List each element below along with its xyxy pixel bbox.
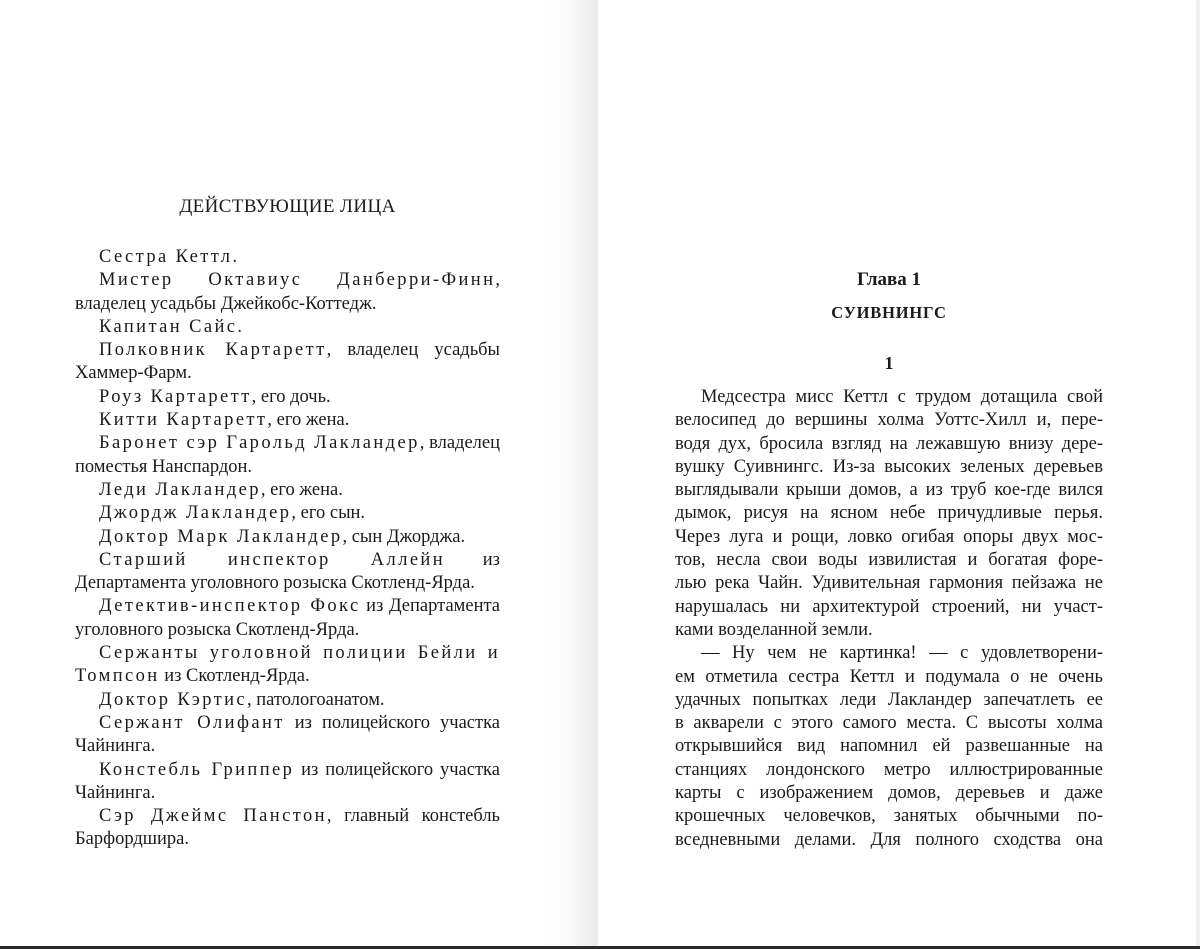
cast-name: Полковник Картаретт <box>99 340 327 361</box>
cast-entry <box>75 246 500 269</box>
cast-desc: , владелец усадьбы Хаммер-Фарм. <box>75 340 500 384</box>
left-gutter-shadow <box>540 0 598 946</box>
cast-desc: из полицейского участка Чайнинга. <box>75 712 500 757</box>
cast-desc: , его жена. <box>267 410 350 431</box>
cast-name: Сержанты уголовной полиции Бейли и Томпсон <box>75 643 500 687</box>
chapter-subtitle: СУИВНИНГС <box>831 303 947 322</box>
cast-desc: из Департамента уголовного розыска Скотленд-Ярда. <box>75 549 500 594</box>
body-line: велосипед до вершины холма Уоттс-Хилл и, пере- <box>675 410 1103 431</box>
cast-entry <box>75 432 500 479</box>
cast-name: Мистер Октавиус Данберри-Финн <box>99 270 496 291</box>
cast-desc: , его сын. <box>291 503 366 524</box>
cast-entry <box>75 712 500 759</box>
cast-list <box>75 246 500 852</box>
body-line: вушку Суивнингс. Из-за высоких зеленых деревьев <box>675 456 1103 477</box>
cast-entry <box>75 526 500 549</box>
cast-entry <box>75 689 500 712</box>
cast-entry <box>75 502 500 525</box>
cast-desc: , сын Джорджа. <box>342 526 466 547</box>
cast-heading: ДЕЙСТВУЮЩИЕ ЛИЦА <box>179 196 396 217</box>
cast-entry <box>75 595 500 642</box>
chapter-body-text <box>675 386 1103 852</box>
cast-name: Сестра Кеттл <box>99 247 233 267</box>
cast-name: Сэр Джеймс Панстон <box>99 806 327 827</box>
cast-name: Доктор Марк Лакландер <box>99 526 343 547</box>
body-line: Медсестра мисс Кеттл с трудом дотащила свой <box>701 387 1103 407</box>
cast-name: Доктор Кэртис <box>99 689 248 710</box>
cast-entry <box>75 269 500 316</box>
body-line: ками возделанной земли. <box>675 619 873 640</box>
cast-desc: , его дочь. <box>251 386 331 407</box>
cast-desc: из полицейского участка Чайнинга. <box>75 759 500 803</box>
body-line: — Ну чем не картинка! — с удовлетворени- <box>701 643 1103 664</box>
cast-name: Китти Картаретт <box>99 410 268 431</box>
cast-entry <box>75 759 500 806</box>
body-line: вседневными делами. Для полного сходства она <box>675 829 1103 850</box>
body-line: удачных попытках леди Лакландер запечатлеть ее <box>675 689 1103 710</box>
right-gutter-shadow <box>1196 0 1200 946</box>
chapter-title: Глава 1 <box>856 269 922 290</box>
cast-name: Капитан Сайс <box>99 316 238 337</box>
cast-desc: из Скотленд-Ярда. <box>159 666 310 687</box>
body-line: нарушалась ни архитектурой строений, ни участ- <box>675 596 1103 617</box>
cast-entry <box>75 386 500 409</box>
body-line: тов, несла свои воды извилистая и богатая форе- <box>675 550 1103 571</box>
cast-name: Баронет сэр Гарольд Лакландер <box>99 433 420 454</box>
cast-desc: . <box>232 247 238 267</box>
cast-name: Леди Лакландер <box>99 479 261 500</box>
cast-entry <box>75 805 500 852</box>
body-line: лью река Чайн. Удивительная гармония пейзажа не <box>675 573 1103 594</box>
cast-desc: , главный констебль Барфордшира. <box>75 806 500 850</box>
left-page <box>0 0 598 946</box>
cast-name: Детектив-инспектор Фокс <box>99 596 361 617</box>
cast-entry <box>75 409 500 432</box>
body-line: станциях лондонского метро иллюстрированные <box>675 759 1103 780</box>
cast-name: Сержант Олифант <box>99 712 285 733</box>
body-line: водя дух, бросила взгляд на лежавшую внизу дере- <box>675 433 1103 454</box>
cast-name: Джордж Лакландер <box>99 503 292 524</box>
cast-desc: , владелец усадьбы Джейкобс-Коттедж. <box>75 270 500 314</box>
cast-entry <box>75 642 500 689</box>
body-line: карты с изображением домов, деревьев и даже <box>675 783 1103 804</box>
cast-entry <box>75 479 500 502</box>
cast-desc: , владелец поместья Нанспардон. <box>75 433 500 477</box>
cast-desc: из Департамента уголовного розыска Скотленд-Ярда. <box>75 596 500 640</box>
cast-name: Роуз Картаретт <box>99 386 252 407</box>
cast-entry <box>75 316 500 339</box>
body-line: выглядывали крыши домов, а из труб кое-где вился <box>675 480 1103 501</box>
cast-desc: . <box>237 316 242 337</box>
cast-entry <box>75 549 500 596</box>
body-line: дымок, рисуя на ясном небе причудливые перья. <box>675 503 1103 524</box>
body-line: Через луга и рощи, ловко огибая опоры двух мос- <box>675 526 1103 547</box>
body-line: в акварели с этого самого места. С высоты холма <box>675 713 1103 734</box>
cast-entry <box>75 339 500 386</box>
body-line: ем отметила сестра Кеттл и подумала о не очень <box>675 666 1103 687</box>
cast-name: Старший инспектор Аллейн <box>99 549 446 570</box>
cast-desc: , его жена. <box>260 479 343 500</box>
cast-name: Констебль Гриппер <box>99 759 295 780</box>
body-line: открывшийся вид напомнил ей развешанные на <box>675 736 1103 757</box>
body-line: крошечных человечков, занятых обычными по- <box>675 806 1103 827</box>
section-number: 1 <box>884 353 894 373</box>
cast-desc: , патологоанатом. <box>247 689 385 710</box>
